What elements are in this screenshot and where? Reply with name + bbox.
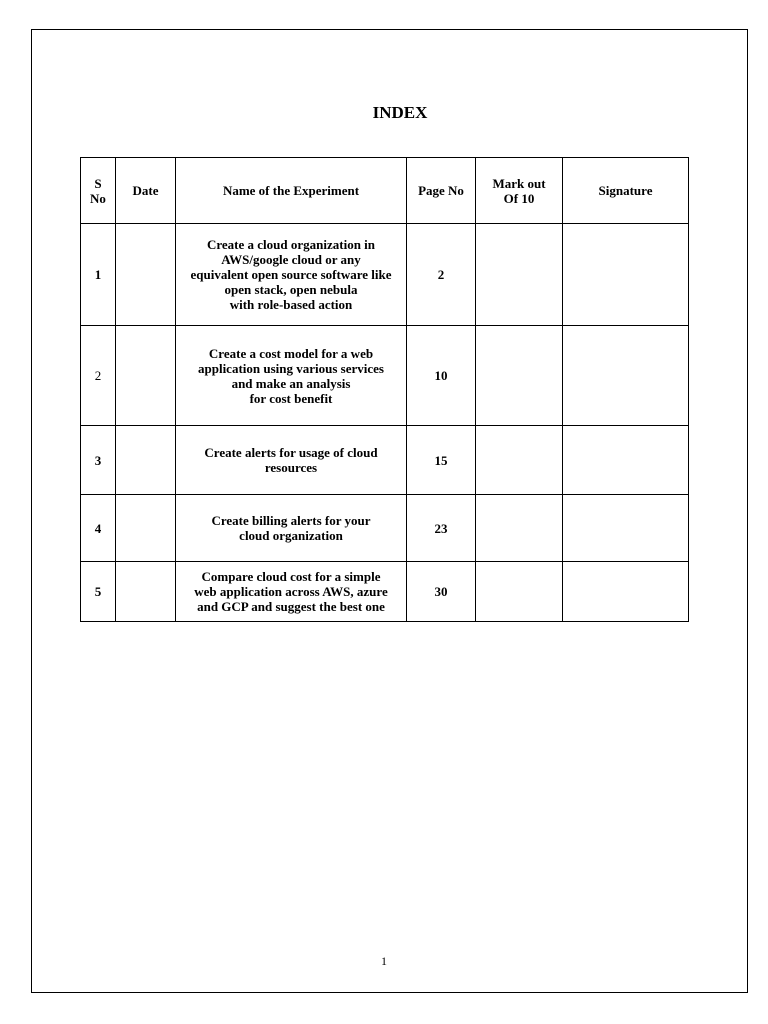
cell-signature	[563, 495, 689, 562]
cell-mark	[476, 426, 563, 495]
header-date: Date	[116, 158, 176, 224]
cell-name: Create a cloud organization in AWS/google cloud or any equivalent open source software like open stack, open nebula with role-based action	[176, 224, 407, 326]
table-row	[81, 224, 689, 326]
table-row	[81, 426, 689, 495]
table-row	[81, 495, 689, 562]
cell-page: 2	[407, 224, 476, 326]
index-table	[80, 157, 689, 622]
cell-page: 10	[407, 326, 476, 426]
table-row	[81, 326, 689, 426]
cell-signature	[563, 326, 689, 426]
cell-date	[116, 562, 176, 622]
cell-name: Create alerts for usage of cloud resources	[176, 426, 407, 495]
cell-date	[116, 224, 176, 326]
cell-mark	[476, 326, 563, 426]
cell-date	[116, 326, 176, 426]
cell-sno: 4	[81, 495, 116, 562]
cell-date	[116, 426, 176, 495]
page-title: INDEX	[372, 103, 428, 122]
table-row	[81, 562, 689, 622]
header-page: Page No	[407, 158, 476, 224]
cell-signature	[563, 562, 689, 622]
cell-signature	[563, 224, 689, 326]
cell-page: 23	[407, 495, 476, 562]
cell-sno: 5	[81, 562, 116, 622]
header-mark: Mark out Of 10	[476, 158, 563, 224]
cell-sno: 2	[81, 326, 116, 426]
cell-name: Compare cloud cost for a simple web application across AWS, azure and GCP and suggest the best one	[176, 562, 407, 622]
cell-signature	[563, 426, 689, 495]
header-sno: S No	[81, 158, 116, 224]
page-number: 1	[381, 954, 387, 968]
table-header-row	[81, 158, 689, 224]
cell-mark	[476, 562, 563, 622]
cell-name: Create billing alerts for your cloud organization	[176, 495, 407, 562]
cell-sno: 3	[81, 426, 116, 495]
cell-page: 15	[407, 426, 476, 495]
cell-mark	[476, 495, 563, 562]
cell-date	[116, 495, 176, 562]
cell-name: Create a cost model for a web application using various services and make an analysis for cost benefit	[176, 326, 407, 426]
header-name: Name of the Experiment	[176, 158, 407, 224]
cell-page: 30	[407, 562, 476, 622]
header-signature: Signature	[563, 158, 689, 224]
cell-sno: 1	[81, 224, 116, 326]
cell-mark	[476, 224, 563, 326]
